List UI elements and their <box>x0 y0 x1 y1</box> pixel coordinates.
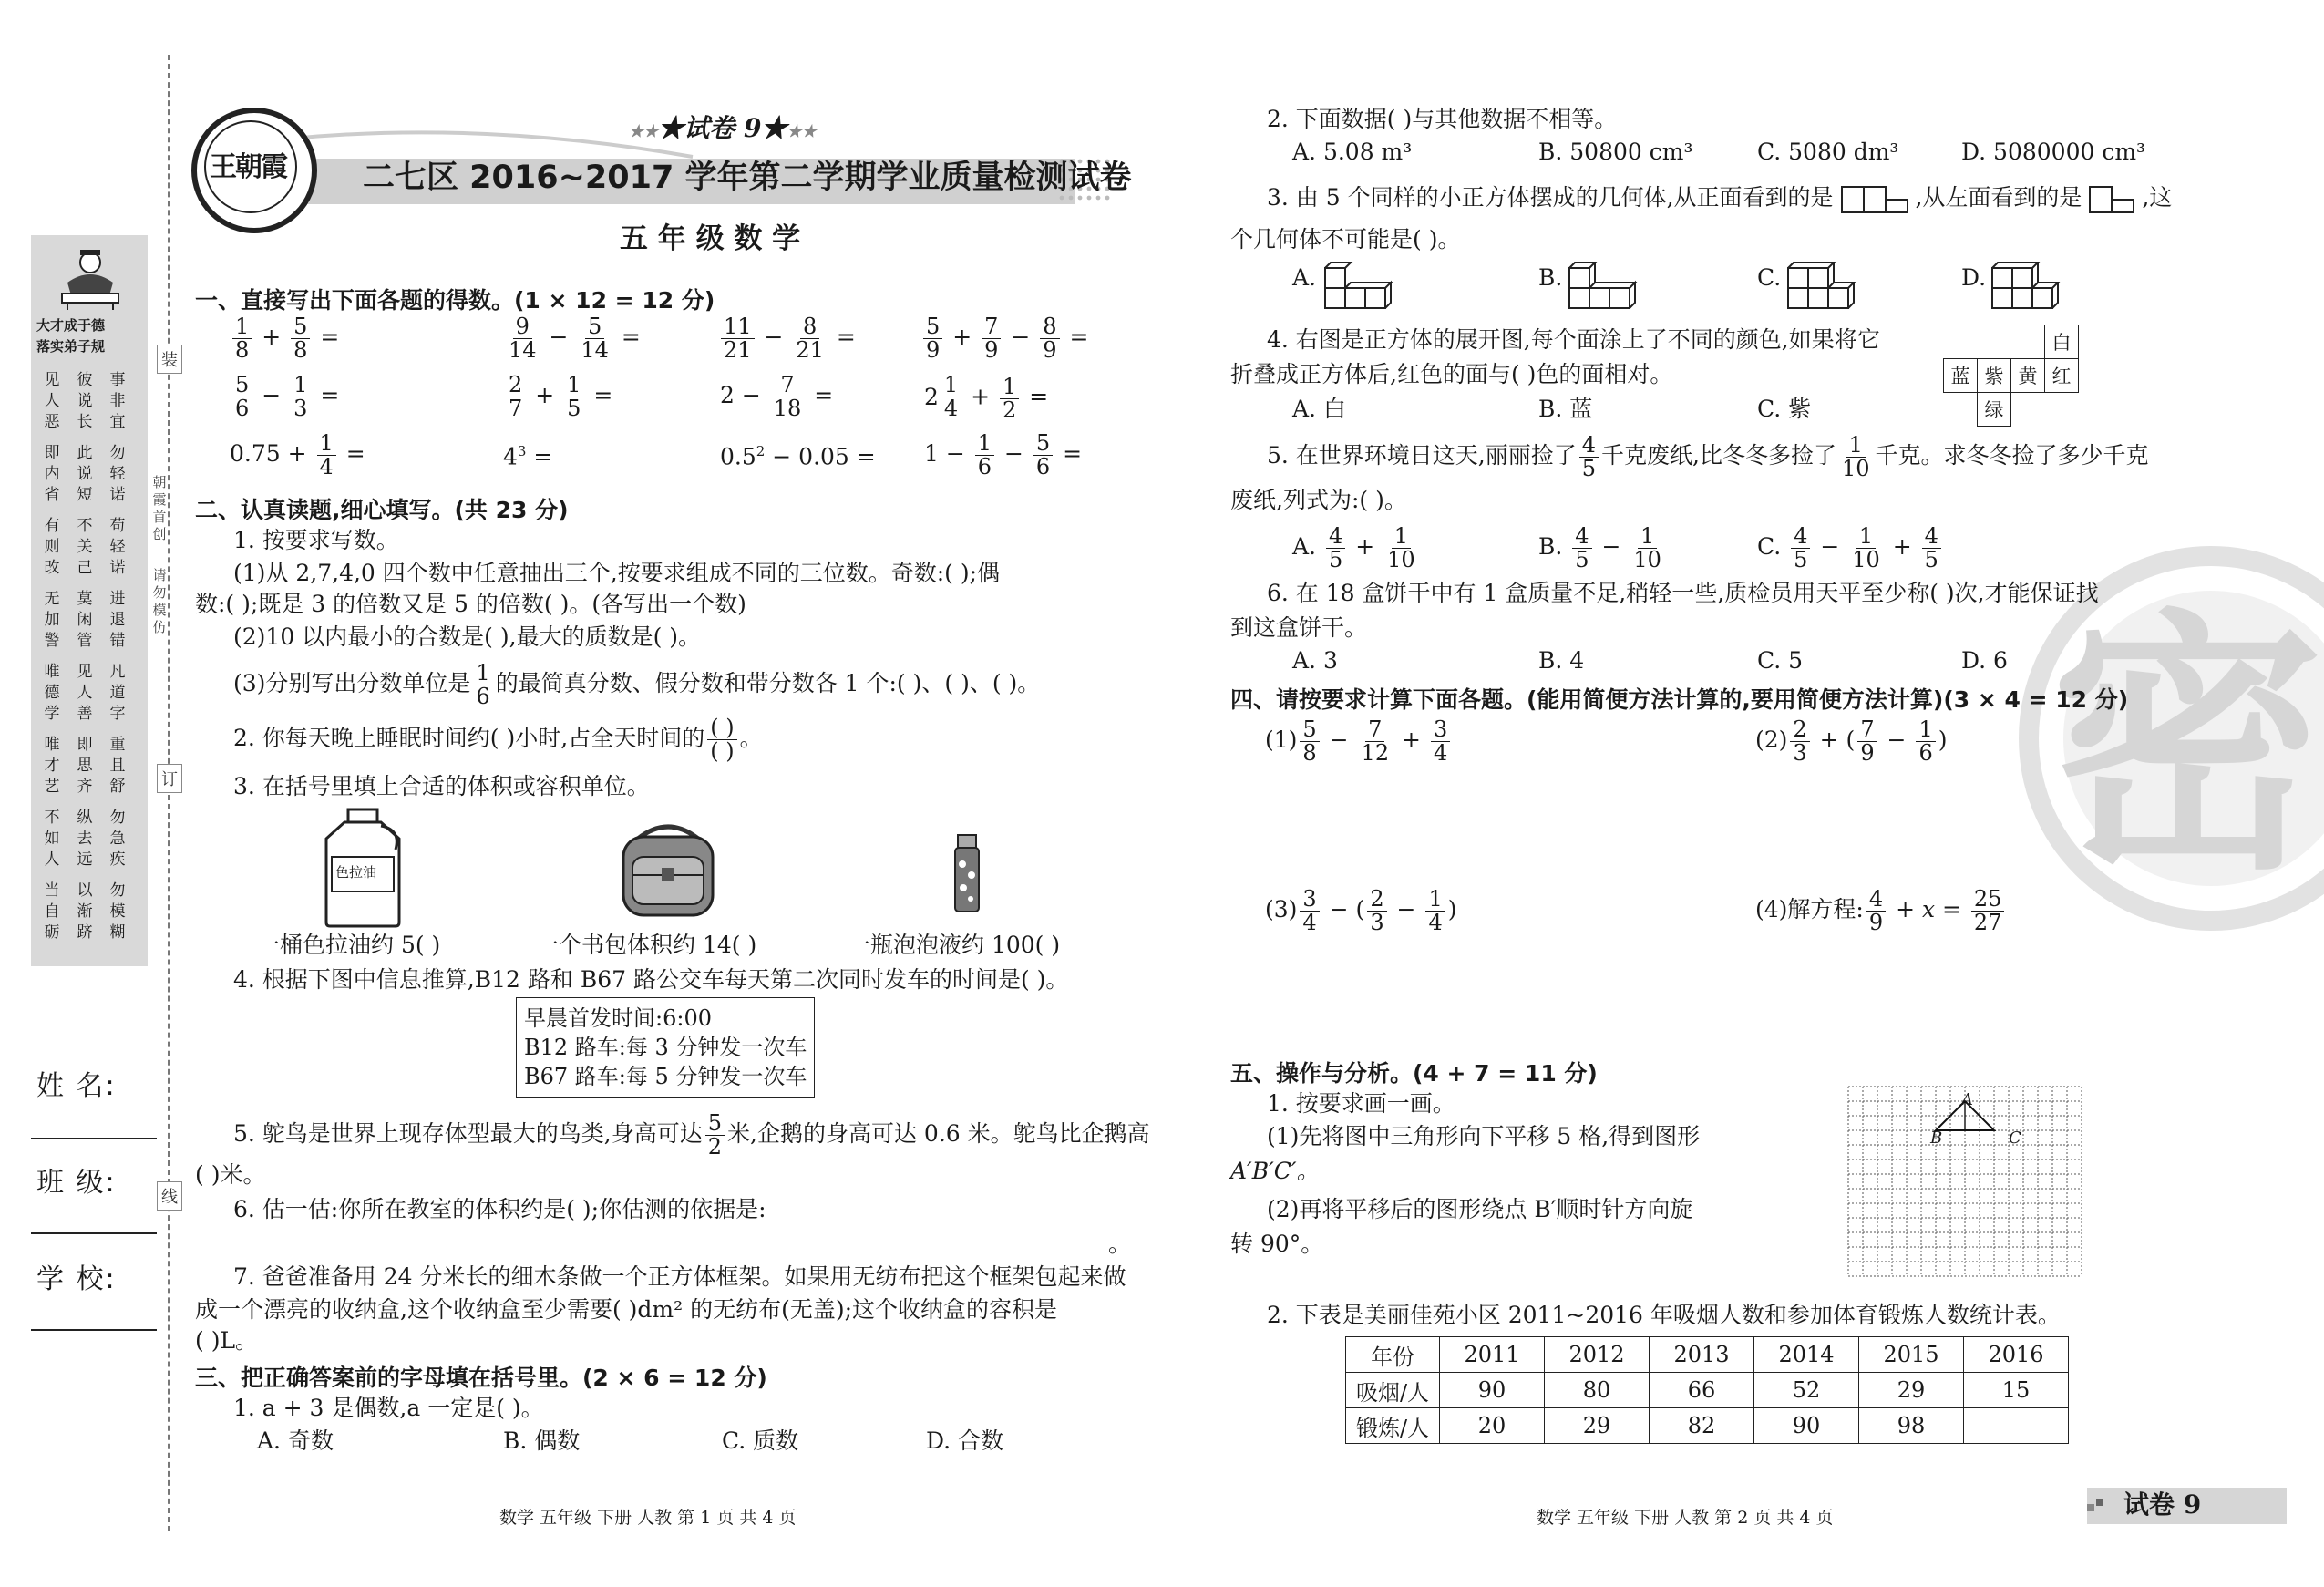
section-3-heading: 三、把正确答案前的字母填在括号里。(2 × 6 = 12 分) <box>195 1365 767 1391</box>
motto-column: 勿 模 糊 <box>109 881 126 942</box>
s3-q3-opt-d: D. <box>1961 264 1987 291</box>
s3-q3-opt-c: C. <box>1757 264 1782 291</box>
scholar-figure-icon <box>55 246 126 310</box>
calc-b2: $\frac{2}{7}$ + $\frac{1}{5}$ = <box>503 374 612 420</box>
motto-column: 苟 轻 诺 <box>109 517 126 577</box>
net-face-m2: 黄 <box>2011 359 2045 393</box>
table-row <box>1346 1373 2069 1408</box>
backpack-icon <box>611 820 725 919</box>
section-2-heading: 二、认真读题,细心填写。(共 23 分) <box>195 497 569 523</box>
s2-q6: 6. 估一估:你所在教室的体积约是( );你估测的依据是: <box>233 1196 766 1222</box>
s5-q2: 2. 下表是美丽佳苑小区 2011~2016 年吸烟人数和参加体育锻炼人数统计表。 <box>1267 1302 2061 1328</box>
s3-q2: 2. 下面数据( )与其他数据不相等。 <box>1267 106 1618 132</box>
s2-q1-1-line2: 数:( );既是 3 的倍数又是 5 的倍数( )。(各写出一个数) <box>195 591 746 617</box>
name-label: 姓 名: <box>36 1070 117 1102</box>
table-cell <box>1964 1408 2069 1444</box>
oil-bottle-label: 色拉油 <box>335 864 377 881</box>
paper-number: ★★★试卷 9★★★ <box>629 113 817 143</box>
footer-left: 数学 五年级 下册 人教 第 1 页 共 4 页 <box>499 1508 797 1528</box>
s5-q1: 1. 按要求画一画。 <box>1267 1090 1455 1117</box>
calc-b4: 2 $\frac{1}{4}$ + $\frac{1}{2}$ = <box>924 372 1049 423</box>
s3-q6-opt-b: B. 4 <box>1538 647 1585 674</box>
section-5-heading: 五、操作与分析。(4 + 7 = 11 分) <box>1230 1060 1598 1087</box>
table-cell: 2015 <box>1859 1337 1964 1373</box>
bus-info-line-1: 早晨首发时间:6:00 <box>524 1005 712 1031</box>
table-cell: 90 <box>1440 1373 1545 1408</box>
s2-q3-oil: 一桶色拉油约 5( ) <box>257 932 441 958</box>
bubble-liquid-bottle-icon <box>953 833 981 913</box>
name-field[interactable] <box>31 1138 157 1139</box>
s3-q5-opt-b: B. $\frac{4}{5}$ − $\frac{1}{10}$ <box>1538 523 1661 573</box>
motto-column: 重 且 舒 <box>109 736 126 796</box>
cube-arrangement-d-icon <box>1987 263 2065 314</box>
calc-b1: $\frac{5}{6}$ − $\frac{1}{3}$ = <box>230 374 339 420</box>
s2-q1-1-line1: (1)从 2,7,4,0 四个数中任意抽出三个,按要求组成不同的三位数。奇数:( );偶 <box>233 560 1001 586</box>
s2-q7-line2: 成一个漂亮的收纳盒,这个收纳盒至少需要( )dm² 的无纺布(无盖);这个收纳盒的容积是 <box>195 1296 1058 1323</box>
motto-column: 不 如 人 <box>44 809 60 869</box>
corner-badge: 试卷 9 <box>2123 1489 2202 1520</box>
motto-column: 此 说 短 <box>77 444 93 504</box>
vertical-note-original: 朝 霞 首 创 <box>152 474 167 542</box>
calc-a3: $\frac{11}{21}$ − $\frac{8}{21}$ = <box>718 315 856 362</box>
s3-q5-opt-c: C. $\frac{4}{5}$ − $\frac{1}{10}$ + $\frac{4}{5}$ <box>1757 525 1944 572</box>
cube-net <box>1943 325 2079 427</box>
table-cell: 2014 <box>1754 1337 1859 1373</box>
front-view-icon <box>1841 186 1908 213</box>
s2-q1-3: (3)分别写出分数单位是 $\frac{1}{6}$ 的最简真分数、假分数和带分数各 1 个:( )、( )、( )。 <box>233 660 1041 710</box>
table-cell: 15 <box>1964 1373 2069 1408</box>
class-label: 班 级: <box>36 1167 117 1199</box>
motto-column: 无 加 警 <box>44 590 60 650</box>
s4-calc-1: (1) $\frac{5}{8}$ − $\frac{7}{12}$ + $\frac{3}{4}$ <box>1265 718 1453 765</box>
motto-column: 不 关 己 <box>77 517 93 577</box>
s2-q3: 3. 在括号里填上合适的体积或容积单位。 <box>233 773 650 799</box>
table-cell: 90 <box>1754 1408 1859 1444</box>
logo-badge <box>191 108 317 233</box>
s2-q3-bubble: 一瓶泡泡液约 100( ) <box>848 932 1061 958</box>
s2-q1-2: (2)10 以内最小的合数是( ),最大的质数是( )。 <box>233 623 702 650</box>
table-cell: 66 <box>1650 1373 1754 1408</box>
s2-q5-line1: 5. 鸵鸟是世界上现存体型最大的鸟类,身高可达 $\frac{5}{2}$ 米,企鹅的身高可达 0.6 米。鸵鸟比企鹅高 <box>233 1110 1150 1160</box>
motto-line-1: 大才成于德 <box>36 317 106 334</box>
s3-q3-opt-a: A. <box>1292 264 1317 291</box>
motto-column: 以 渐 跻 <box>77 881 93 942</box>
calc-c1: 0.75 + $\frac{1}{4}$ = <box>230 430 365 480</box>
s3-q4-opt-a: A. 白 <box>1292 396 1346 422</box>
s3-q2-opt-b: B. 50800 cm³ <box>1538 139 1693 165</box>
motto-column: 即 思 齐 <box>77 736 93 796</box>
motto-panel <box>31 235 148 966</box>
s3-q1-opt-b: B. 偶数 <box>503 1427 581 1454</box>
binding-label-zhuang: 装 <box>157 345 182 374</box>
calc-b3: 2 − $\frac{7}{18}$ = <box>720 372 834 422</box>
s3-q2-opt-a: A. 5.08 m³ <box>1292 139 1413 165</box>
motto-column: 勿 轻 诺 <box>109 444 126 504</box>
s3-q1-opt-d: D. 合数 <box>926 1427 1004 1454</box>
class-field[interactable] <box>31 1232 157 1234</box>
binding-label-ding: 订 <box>157 764 182 793</box>
exam-title: 二七区 2016~2017 学年第二学期学业质量检测试卷 <box>363 160 1132 196</box>
s2-q5-line2: ( )米。 <box>195 1161 266 1188</box>
s3-q6-opt-d: D. 6 <box>1961 647 2008 674</box>
calc-c3: $0.5^2 - 0.05$ = <box>720 443 876 470</box>
s3-q4-line2: 折叠成正方体后,红色的面与( )色的面相对。 <box>1230 361 1673 387</box>
calc-c2: $4^3$ = <box>503 443 553 470</box>
table-header-row <box>1346 1337 2069 1373</box>
s3-q1-opt-a: A. 奇数 <box>257 1427 334 1454</box>
table-cell: 2016 <box>1964 1337 2069 1373</box>
s3-q4-opt-b: B. 蓝 <box>1538 396 1593 422</box>
table-cell: 80 <box>1545 1373 1650 1408</box>
stats-table <box>1345 1336 2069 1444</box>
bus-info-line-3: B67 路车:每 5 分钟发一次车 <box>524 1064 807 1089</box>
section-1-heading: 一、直接写出下面各题的得数。(1 × 12 = 12 分) <box>195 287 715 314</box>
s2-q1: 1. 按要求写数。 <box>233 527 399 553</box>
school-field[interactable] <box>31 1329 157 1331</box>
net-face-m1: 紫 <box>1978 359 2011 393</box>
s2-q2: 2. 你每天晚上睡眠时间约( )小时,占全天时间的 $\frac{( )}{( )}$ 。 <box>233 715 763 765</box>
s4-calc-3: (3) $\frac{3}{4}$ − ( $\frac{2}{3}$ − $\frac{1}{4}$ ) <box>1265 886 1457 936</box>
table-cell: 2011 <box>1440 1337 1545 1373</box>
vertical-note-no-copy: 请 勿 模 仿 <box>152 567 167 635</box>
s3-q1-opt-c: C. 质数 <box>722 1427 799 1454</box>
point-c-label: C <box>2009 1128 2021 1148</box>
s5-q1-2-line2: 转 90°。 <box>1230 1231 1324 1257</box>
s5-q1-2-line1: (2)再将平移后的图形绕点 B′顺时针方向旋 <box>1267 1196 1693 1222</box>
table-cell: 年份 <box>1346 1337 1440 1373</box>
calc-a2: $\frac{9}{14}$ − $\frac{5}{14}$ = <box>509 314 641 364</box>
motto-column: 纵 去 远 <box>77 809 93 869</box>
s3-q3-line1: 3. 由 5 个同样的小正方体摆成的几何体,从正面看到的是 ,从左面看到的是 ,这 <box>1267 184 2172 213</box>
table-cell: 吸烟/人 <box>1346 1373 1440 1408</box>
table-row <box>1346 1408 2069 1444</box>
bus-info-line-2: B12 路车:每 3 分钟发一次车 <box>524 1035 807 1060</box>
s3-q1: 1. a + 3 是偶数,a 一定是( )。 <box>233 1395 544 1421</box>
cube-arrangement-c-icon <box>1783 263 1861 314</box>
s3-q6-opt-a: A. 3 <box>1292 647 1338 674</box>
net-face-left: 蓝 <box>1944 359 1978 393</box>
table-cell: 锻炼/人 <box>1346 1408 1440 1444</box>
s3-q4-line1: 4. 右图是正方体的展开图,每个面涂上了不同的颜色,如果将它 <box>1267 326 1880 353</box>
oil-bottle-icon <box>317 808 408 928</box>
table-cell: 82 <box>1650 1408 1754 1444</box>
s5-q1-1-line2: A′B′C′。 <box>1230 1158 1320 1184</box>
s5-q1-1-line1: (1)先将图中三角形向下平移 5 格,得到图形 <box>1267 1123 1701 1149</box>
motto-column: 即 内 省 <box>44 444 60 504</box>
s3-q4-opt-c: C. 紫 <box>1757 396 1812 422</box>
cube-arrangement-b-icon <box>1564 263 1642 314</box>
motto-column: 见 人 恶 <box>44 371 60 431</box>
motto-column: 事 非 宜 <box>109 371 126 431</box>
motto-column: 唯 才 艺 <box>44 736 60 796</box>
motto-column: 彼 说 长 <box>77 371 93 431</box>
point-b-label: B <box>1930 1128 1943 1148</box>
exam-subtitle: 五 年 级 数 学 <box>620 222 801 255</box>
s3-q6-opt-c: C. 5 <box>1757 647 1804 674</box>
corner-dots-icon <box>2087 1495 2105 1513</box>
s3-q5-opt-a: A. $\frac{4}{5}$ + $\frac{1}{10}$ <box>1292 523 1415 573</box>
net-face-top: 白 <box>2045 325 2079 359</box>
s3-q5-line1: 5. 在世界环境日这天,丽丽捡了 $\frac{4}{5}$ 千克废纸,比冬冬多捡了 $\frac{1}{10}$ 千克。求冬冬捡了多少千克 <box>1267 432 2149 482</box>
s3-q3-opt-b: B. <box>1538 264 1563 291</box>
watermark-text: 密 <box>2051 588 2324 906</box>
motto-column: 勿 急 疾 <box>109 809 126 869</box>
table-cell: 52 <box>1754 1373 1859 1408</box>
s3-q6-line2: 到这盒饼干。 <box>1230 614 1368 641</box>
binding-line <box>168 55 170 1531</box>
s3-q6-line1: 6. 在 18 盒饼干中有 1 盒质量不足,稍轻一些,质检员用天平至少称( )次,才能保证找 <box>1267 580 2099 606</box>
calc-a4: $\frac{5}{9}$ + $\frac{7}{9}$ − $\frac{8}{9}$ = <box>920 315 1088 362</box>
binding-label-xian: 线 <box>157 1181 182 1211</box>
net-face-bottom: 绿 <box>1978 393 2011 427</box>
s4-calc-4: (4)解方程: $\frac{4}{9}$ + x = $\frac{25}{27}$ <box>1755 888 2007 934</box>
footer-right: 数学 五年级 下册 人教 第 2 页 共 4 页 <box>1537 1508 1834 1528</box>
s2-q7-line1: 7. 爸爸准备用 24 分米长的细木条做一个正方体框架。如果用无纺布把这个框架包起来做 <box>233 1263 1126 1290</box>
point-a-label: A <box>1961 1090 1973 1109</box>
motto-line-2: 落实弟子规 <box>36 338 106 355</box>
s3-q2-opt-c: C. 5080 dm³ <box>1757 139 1899 165</box>
motto-column: 当 自 砺 <box>44 881 60 942</box>
motto-column: 凡 道 字 <box>109 663 126 723</box>
s3-q5-line2: 废纸,列式为:( )。 <box>1230 487 1407 513</box>
left-view-icon <box>2089 186 2134 213</box>
s2-q4: 4. 根据下图中信息推算,B12 路和 B67 路公交车每天第二次同时发车的时间是( )。 <box>233 966 1069 993</box>
motto-column: 见 人 善 <box>77 663 93 723</box>
cube-arrangement-a-icon <box>1320 263 1398 314</box>
motto-column: 唯 德 学 <box>44 663 60 723</box>
motto-column: 进 退 错 <box>109 590 126 650</box>
s4-calc-2: (2) $\frac{2}{3}$ + ( $\frac{7}{9}$ − $\frac{1}{6}$ ) <box>1755 716 1948 767</box>
s3-q2-opt-d: D. 5080000 cm³ <box>1961 139 2146 165</box>
motto-column: 莫 闲 管 <box>77 590 93 650</box>
table-cell: 29 <box>1859 1373 1964 1408</box>
section-4-heading: 四、请按要求计算下面各题。(能用简便方法计算的,要用简便方法计算)(3 × 4 = 12 分) <box>1230 686 2129 713</box>
table-cell: 2013 <box>1650 1337 1754 1373</box>
calc-a1: $\frac{1}{8}$ + $\frac{5}{8}$ = <box>230 315 339 362</box>
table-cell: 29 <box>1545 1408 1650 1444</box>
s2-q6-end: 。 <box>1108 1231 1132 1257</box>
table-cell: 2012 <box>1545 1337 1650 1373</box>
school-label: 学 校: <box>36 1263 117 1295</box>
s2-q7-line3: ( )L。 <box>195 1327 259 1354</box>
table-cell: 98 <box>1859 1408 1964 1444</box>
bus-info-box <box>516 997 815 1098</box>
calc-c4: 1 − $\frac{1}{6}$ − $\frac{5}{6}$ = <box>924 430 1083 480</box>
square-grid[interactable] <box>1846 1085 2083 1278</box>
table-cell: 20 <box>1440 1408 1545 1444</box>
s3-q3-line2: 个几何体不可能是( )。 <box>1230 226 1461 252</box>
motto-column: 有 则 改 <box>44 517 60 577</box>
logo-text: 王朝霞 <box>210 151 286 183</box>
s2-q3-backpack: 一个书包体积约 14( ) <box>536 932 757 958</box>
net-face-right: 红 <box>2045 359 2079 393</box>
